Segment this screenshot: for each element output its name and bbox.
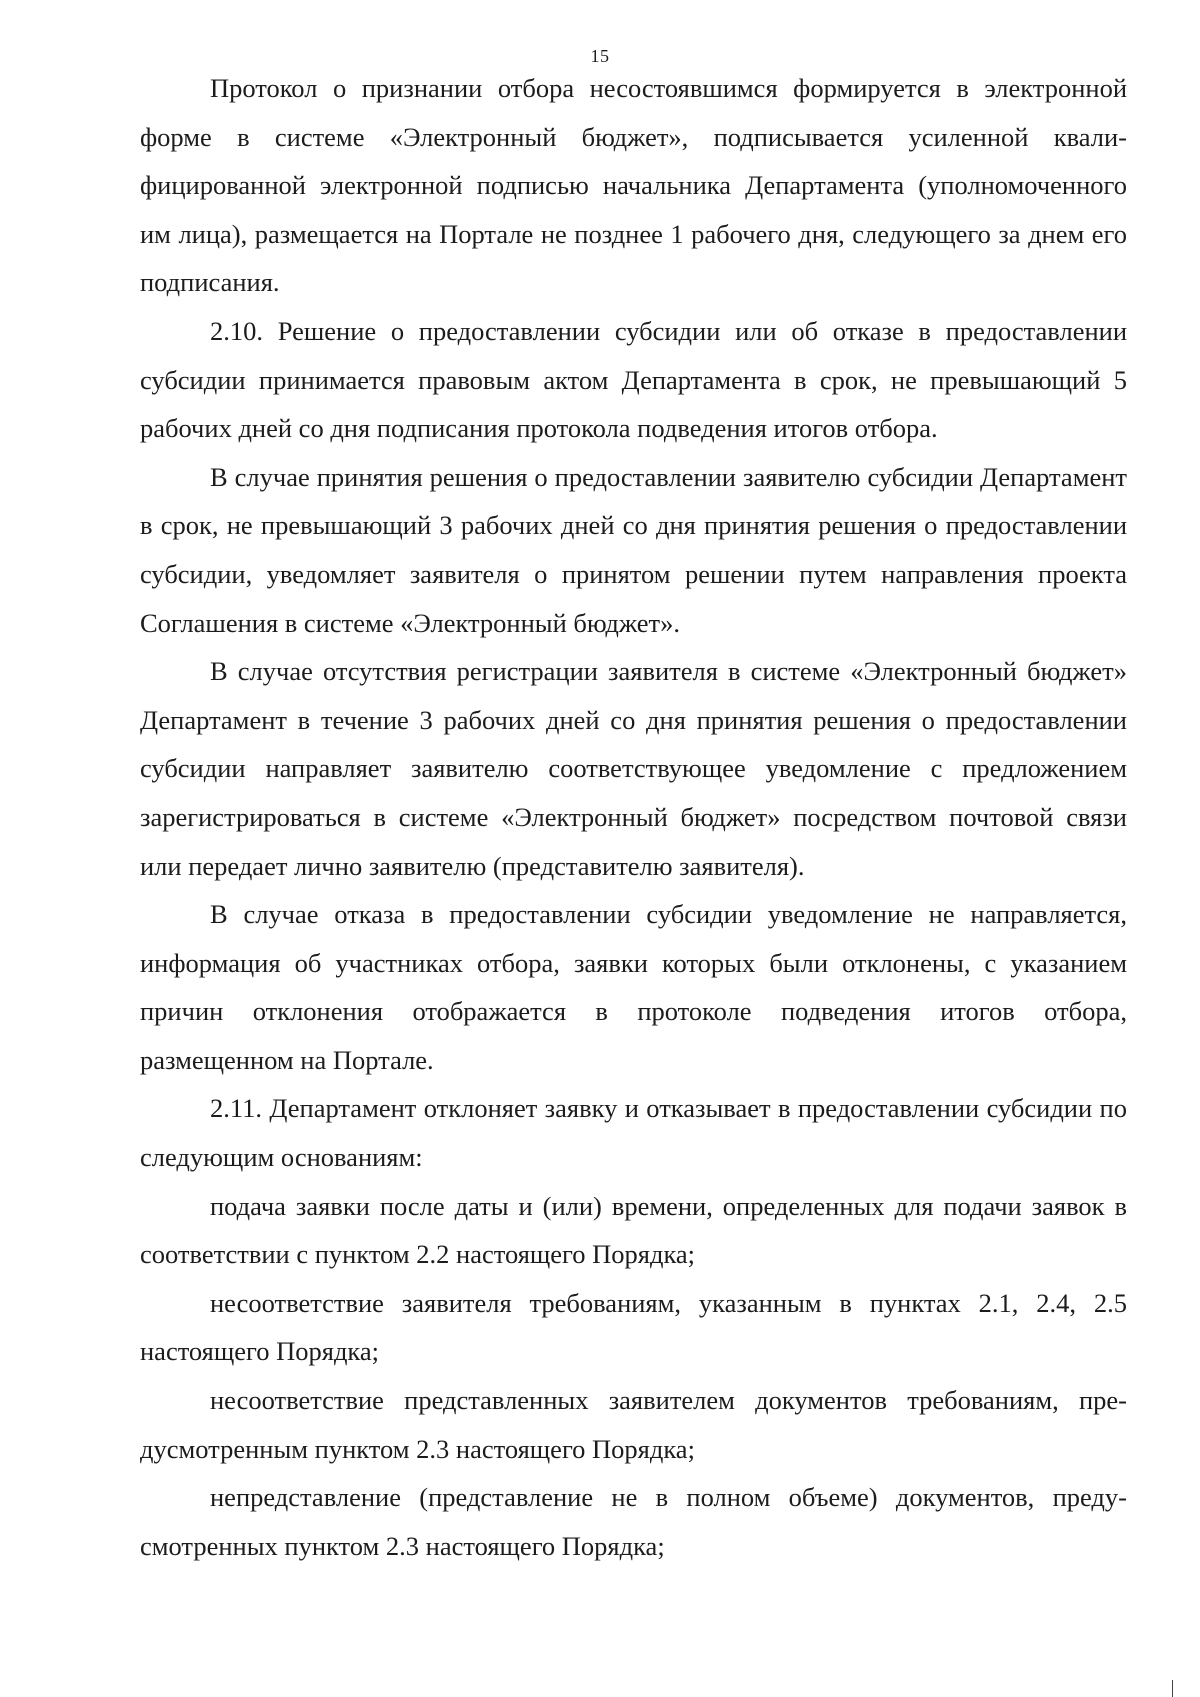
document-body bbox=[140, 64, 1127, 1570]
scan-edge-tick bbox=[1172, 1680, 1173, 1697]
list-item-applicant-mismatch: несоответствие заявителя требованиям, указанным в пунктах 2.1, 2.4, 2.5 настоящего Порядка; bbox=[140, 1287, 1127, 1367]
page-number: 15 bbox=[590, 46, 610, 66]
paragraph-2-11: 2.11. Департамент отклоняет заявку и отказывает в предоставлении субсидии по следующим основаниям: bbox=[140, 1093, 1127, 1173]
paragraph-no-registration: В случае отсутствия регистрации заявителя в системе «Электронный бюджет» Департамент в течение 3 рабочих дней со дня принятия решения о предоставлении субсидии направляет заявителю соответствующее уведомление с предложением зарегистрироваться в системе «Электронный бюджет» посредством почтовой связи или передает лично заявителю (представителю заявителя). bbox=[140, 656, 1127, 881]
list-item-late-submission: подача заявки после даты и (или) времени, определенных для подачи заявок в соответствии с пунктом 2.2 настоящего Порядка; bbox=[140, 1190, 1127, 1270]
paragraph-2-10: 2.10. Решение о предоставлении субсидии или об отказе в предоставлении субсидии принимается правовым актом Департамента в срок, не превышающий 5 рабочих дней со дня подписания протокола подведения итогов отбора. bbox=[140, 315, 1127, 444]
paragraph-refusal-notice: В случае отказа в предоставлении субсидии уведомление не направляется, информация об участниках отбора, заявки которых были отклонены, с указанием причин отклонения отображается в протоколе подведения итогов отбора, размещенном на Портале. bbox=[140, 899, 1127, 1075]
paragraph-decision-notice: В случае принятия решения о предоставлении заявителю субсидии Департамент в срок, не превышающий 3 рабочих дней со дня принятия решения о предоставлении субсидии, уведомляет заявителя о принятом решении путем направления проекта Соглашения в системе «Электронный бюджет». bbox=[140, 461, 1127, 638]
list-item-documents-missing: непредставление (представление не в полном объеме) документов, предусмотренных пунктом 2.3 настоящего Порядка; bbox=[140, 1482, 1127, 1561]
paragraph-protocol: Протокол о признании отбора несостоявшимся формируется в электронной форме в системе «Электронный бюджет», подписывается усиленной квалифицированной электронной подписью начальника Департамента (уполномоченного им лица), размещается на Портале не позднее 1 рабочего дня, следующего за днем его подписания. bbox=[140, 73, 1127, 298]
list-item-documents-mismatch: несоответствие представленных заявителем документов требованиям, предусмотренным пунктом 2.3 настоящего Порядка; bbox=[140, 1385, 1127, 1464]
